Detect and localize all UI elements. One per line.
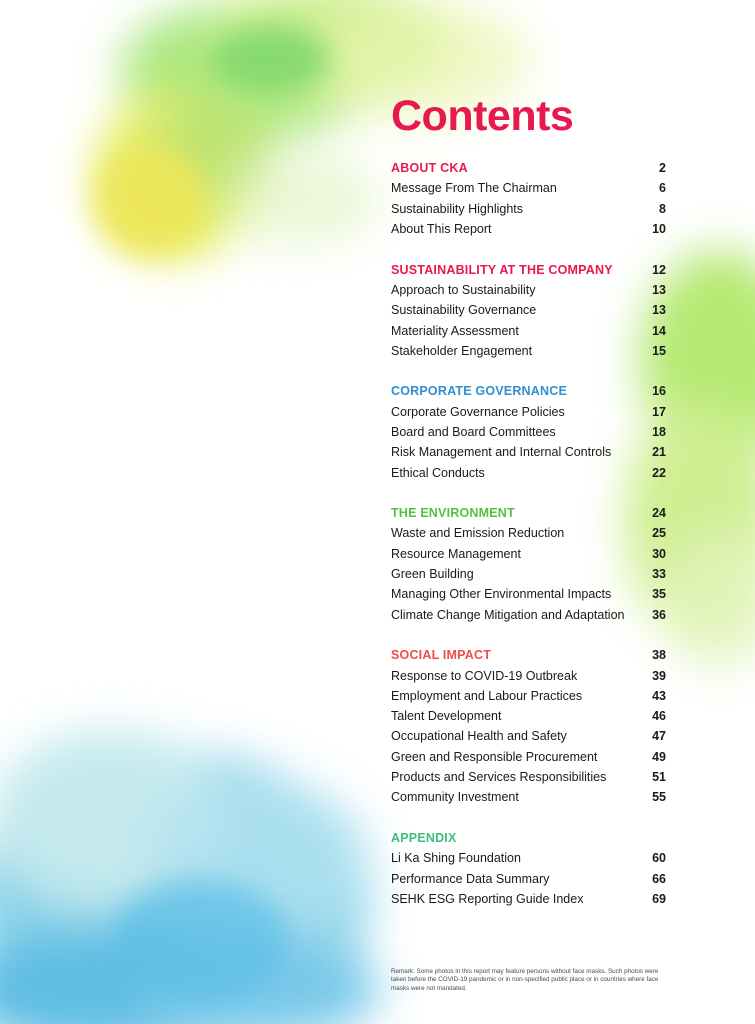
toc-entry[interactable] [391, 726, 666, 746]
section-header-label: SUSTAINABILITY AT THE COMPANY [391, 262, 613, 277]
toc-entry[interactable] [391, 544, 666, 564]
toc-entry[interactable] [391, 199, 666, 219]
toc-entry[interactable] [391, 442, 666, 462]
toc-entry-label: Li Ka Shing Foundation [391, 851, 521, 866]
toc-entry-label: Performance Data Summary [391, 871, 550, 886]
toc-entry-label: Managing Other Environmental Impacts [391, 587, 612, 602]
section-header-label: THE ENVIRONMENT [391, 506, 515, 521]
section-header-appendix[interactable] [391, 828, 666, 848]
toc-entry-page: 17 [652, 404, 666, 419]
toc-entry[interactable] [391, 320, 666, 340]
toc-entry[interactable] [391, 584, 666, 604]
toc-entry-page: 51 [652, 770, 666, 785]
toc-entry-label: Sustainability Governance [391, 303, 537, 318]
toc-entry-label: About This Report [391, 222, 492, 237]
section-header-page: 16 [652, 384, 666, 399]
toc-entry-page: 15 [652, 343, 666, 358]
toc-entry-page: 47 [652, 729, 666, 744]
toc-entry[interactable] [391, 889, 666, 909]
toc-entry-label: Green and Responsible Procurement [391, 749, 598, 764]
toc-entry[interactable] [391, 747, 666, 767]
toc-entry[interactable] [391, 341, 666, 361]
toc-entry-page: 13 [652, 303, 666, 318]
toc-entry-page: 21 [652, 445, 666, 460]
section-social-impact [391, 645, 666, 807]
toc-entry-page: 66 [652, 871, 666, 886]
toc-entry[interactable] [391, 605, 666, 625]
toc-entry-label: Talent Development [391, 709, 502, 724]
toc-entry-label: Message From The Chairman [391, 181, 557, 196]
toc-entry-label: Sustainability Highlights [391, 201, 524, 216]
section-header-about-cka[interactable] [391, 158, 666, 178]
section-about-cka [391, 158, 666, 239]
toc-entry-label: Response to COVID-19 Outbreak [391, 668, 578, 683]
section-header-page: 12 [652, 262, 666, 277]
remark-note: Remark: Some photos in this report may feature persons without face masks. Such photos were taken before the COVID-19 pandemic or in non-specified public place or in countries where face masks were not mandated. [391, 968, 659, 992]
toc-entry-page: 6 [659, 181, 666, 196]
toc-entry[interactable] [391, 767, 666, 787]
toc-entry-label: Occupational Health and Safety [391, 729, 567, 744]
toc-entry[interactable] [391, 422, 666, 442]
section-header-page: 38 [652, 648, 666, 663]
section-appendix [391, 828, 666, 909]
toc-entry[interactable] [391, 848, 666, 868]
toc-entry[interactable] [391, 564, 666, 584]
toc-entry-label: Products and Services Responsibilities [391, 770, 607, 785]
toc-entry-page: 36 [652, 607, 666, 622]
toc-entry[interactable] [391, 462, 666, 482]
table-of-contents [391, 158, 666, 929]
toc-entry-page: 14 [652, 323, 666, 338]
section-environment [391, 503, 666, 625]
section-header-label: APPENDIX [391, 830, 457, 845]
toc-entry[interactable] [391, 787, 666, 807]
toc-entry-label: Waste and Emission Reduction [391, 526, 565, 541]
toc-entry-page: 46 [652, 709, 666, 724]
toc-entry-page: 18 [652, 425, 666, 439]
toc-entry-page: 30 [652, 546, 666, 561]
toc-entry-page: 8 [659, 201, 666, 216]
section-corporate-governance [391, 381, 666, 482]
toc-entry-page: 60 [652, 851, 666, 866]
toc-entry-label: Corporate Governance Policies [391, 404, 565, 419]
toc-entry-page: 43 [652, 688, 666, 703]
toc-entry-label: Resource Management [391, 546, 521, 561]
toc-entry-label: Employment and Labour Practices [391, 688, 583, 703]
toc-entry-page: 25 [652, 526, 666, 541]
toc-entry-label: Community Investment [391, 790, 519, 805]
toc-entry-label: Board and Board Committees [391, 425, 556, 439]
toc-entry[interactable] [391, 300, 666, 320]
section-header-social-impact[interactable] [391, 645, 666, 665]
section-header-sustainability[interactable] [391, 259, 666, 279]
toc-entry-label: SEHK ESG Reporting Guide Index [391, 891, 584, 906]
section-header-corporate-governance[interactable] [391, 381, 666, 401]
toc-entry-page: 33 [652, 567, 666, 582]
toc-entry-page: 49 [652, 749, 666, 764]
toc-entry[interactable] [391, 219, 666, 239]
section-header-page: 24 [652, 506, 666, 521]
toc-entry[interactable] [391, 706, 666, 726]
toc-entry-label: Materiality Assessment [391, 323, 519, 338]
toc-entry-page: 55 [652, 790, 666, 805]
section-header-page: 2 [659, 161, 666, 176]
toc-entry-label: Risk Management and Internal Controls [391, 445, 612, 460]
toc-entry[interactable] [391, 402, 666, 422]
section-header-label: SOCIAL IMPACT [391, 648, 492, 663]
toc-entry-page: 13 [652, 282, 666, 297]
toc-entry-page: 22 [652, 465, 666, 480]
page-title: Contents [391, 92, 574, 140]
toc-entry-label: Ethical Conducts [391, 465, 485, 480]
toc-entry-label: Stakeholder Engagement [391, 343, 533, 358]
toc-entry-page: 35 [652, 587, 666, 602]
toc-entry-page: 69 [652, 891, 666, 906]
toc-entry[interactable] [391, 280, 666, 300]
toc-entry-label: Green Building [391, 567, 474, 582]
toc-entry[interactable] [391, 178, 666, 198]
section-header-label: ABOUT CKA [391, 161, 468, 176]
toc-entry[interactable] [391, 868, 666, 888]
toc-entry-page: 39 [652, 668, 666, 683]
toc-entry-label: Approach to Sustainability [391, 282, 536, 297]
section-header-label: CORPORATE GOVERNANCE [391, 384, 568, 399]
toc-entry-page: 10 [652, 222, 666, 237]
toc-entry[interactable] [391, 686, 666, 706]
section-sustainability [391, 259, 666, 360]
toc-entry[interactable] [391, 665, 666, 685]
toc-entry[interactable] [391, 523, 666, 543]
section-header-environment[interactable] [391, 503, 666, 523]
toc-entry-label: Climate Change Mitigation and Adaptation [391, 607, 625, 622]
